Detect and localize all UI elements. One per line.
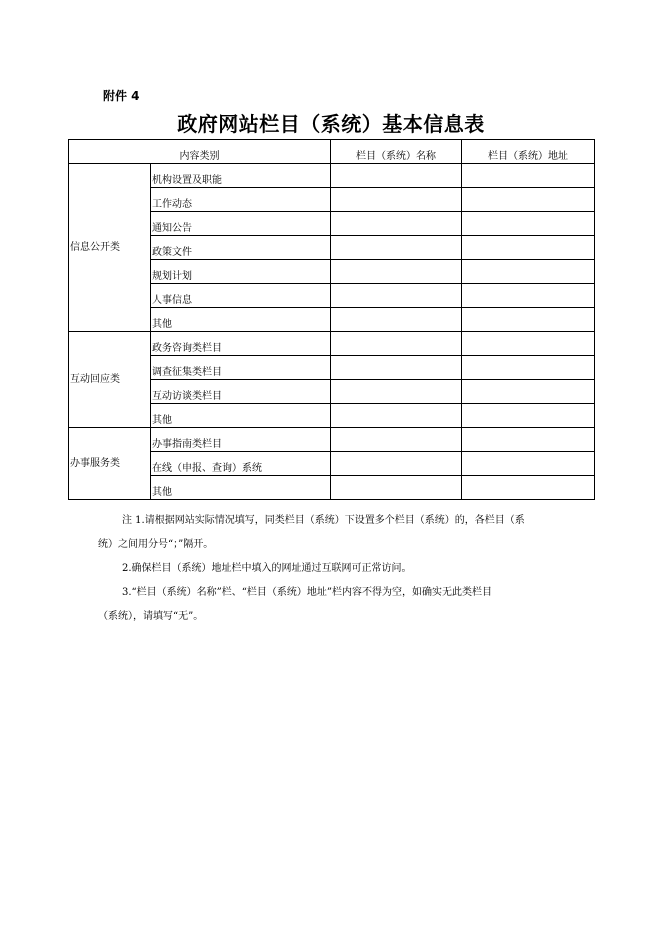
name-cell[interactable] <box>331 308 462 332</box>
info-table <box>68 139 595 500</box>
item-cell: 在线（申报、查询）系统 <box>151 452 331 476</box>
header-column-name: 栏目（系统）名称 <box>331 140 462 164</box>
item-cell: 通知公告 <box>151 212 331 236</box>
header-content-type: 内容类别 <box>69 140 331 164</box>
name-cell[interactable] <box>331 404 462 428</box>
address-cell[interactable] <box>462 308 595 332</box>
name-cell[interactable] <box>331 428 462 452</box>
address-cell[interactable] <box>462 428 595 452</box>
category-cell: 信息公开类 <box>69 164 151 332</box>
table-row <box>69 332 595 356</box>
note-1-line-2: 统）之间用分号“；”隔开。 <box>98 539 214 550</box>
name-cell[interactable] <box>331 476 462 500</box>
address-cell[interactable] <box>462 212 595 236</box>
address-cell[interactable] <box>462 236 595 260</box>
item-cell: 其他 <box>151 476 331 500</box>
name-cell[interactable] <box>331 380 462 404</box>
category-cell: 互动回应类 <box>69 332 151 428</box>
item-cell: 其他 <box>151 404 331 428</box>
address-cell[interactable] <box>462 332 595 356</box>
item-cell: 办事指南类栏目 <box>151 428 331 452</box>
item-cell: 机构设置及职能 <box>151 164 331 188</box>
name-cell[interactable] <box>331 164 462 188</box>
item-cell: 互动访谈类栏目 <box>151 380 331 404</box>
address-cell[interactable] <box>462 356 595 380</box>
item-cell: 人事信息 <box>151 284 331 308</box>
name-cell[interactable] <box>331 212 462 236</box>
name-cell[interactable] <box>331 452 462 476</box>
address-cell[interactable] <box>462 164 595 188</box>
name-cell[interactable] <box>331 284 462 308</box>
note-3-line-2: （系统），请填写“无”。 <box>98 611 204 622</box>
address-cell[interactable] <box>462 452 595 476</box>
item-cell: 政务咨询类栏目 <box>151 332 331 356</box>
item-cell: 政策文件 <box>151 236 331 260</box>
page-title: 政府网站栏目（系统）基本信息表 <box>177 112 485 136</box>
item-cell: 其他 <box>151 308 331 332</box>
address-cell[interactable] <box>462 380 595 404</box>
name-cell[interactable] <box>331 332 462 356</box>
note-3-line-1: 3.“栏目（系统）名称”栏、“栏目（系统）地址”栏内容不得为空，如确实无此类栏目 <box>122 587 492 598</box>
name-cell[interactable] <box>331 356 462 380</box>
attachment-label: 附件 4 <box>103 89 140 103</box>
note-2: 2.确保栏目（系统）地址栏中填入的网址通过互联网可正常访问。 <box>122 563 412 574</box>
address-cell[interactable] <box>462 260 595 284</box>
table-header-row <box>69 140 595 164</box>
item-cell: 工作动态 <box>151 188 331 212</box>
category-cell: 办事服务类 <box>69 428 151 500</box>
note-1-line-1: 注 1.请根据网站实际情况填写，同类栏目（系统）下设置多个栏目（系统）的，各栏目（系 <box>122 515 525 526</box>
item-cell: 调查征集类栏目 <box>151 356 331 380</box>
name-cell[interactable] <box>331 260 462 284</box>
name-cell[interactable] <box>331 236 462 260</box>
item-cell: 规划计划 <box>151 260 331 284</box>
table-row <box>69 428 595 452</box>
name-cell[interactable] <box>331 188 462 212</box>
address-cell[interactable] <box>462 404 595 428</box>
notes <box>100 509 570 629</box>
address-cell[interactable] <box>462 188 595 212</box>
table-row <box>69 164 595 188</box>
header-column-address: 栏目（系统）地址 <box>462 140 595 164</box>
address-cell[interactable] <box>462 284 595 308</box>
address-cell[interactable] <box>462 476 595 500</box>
